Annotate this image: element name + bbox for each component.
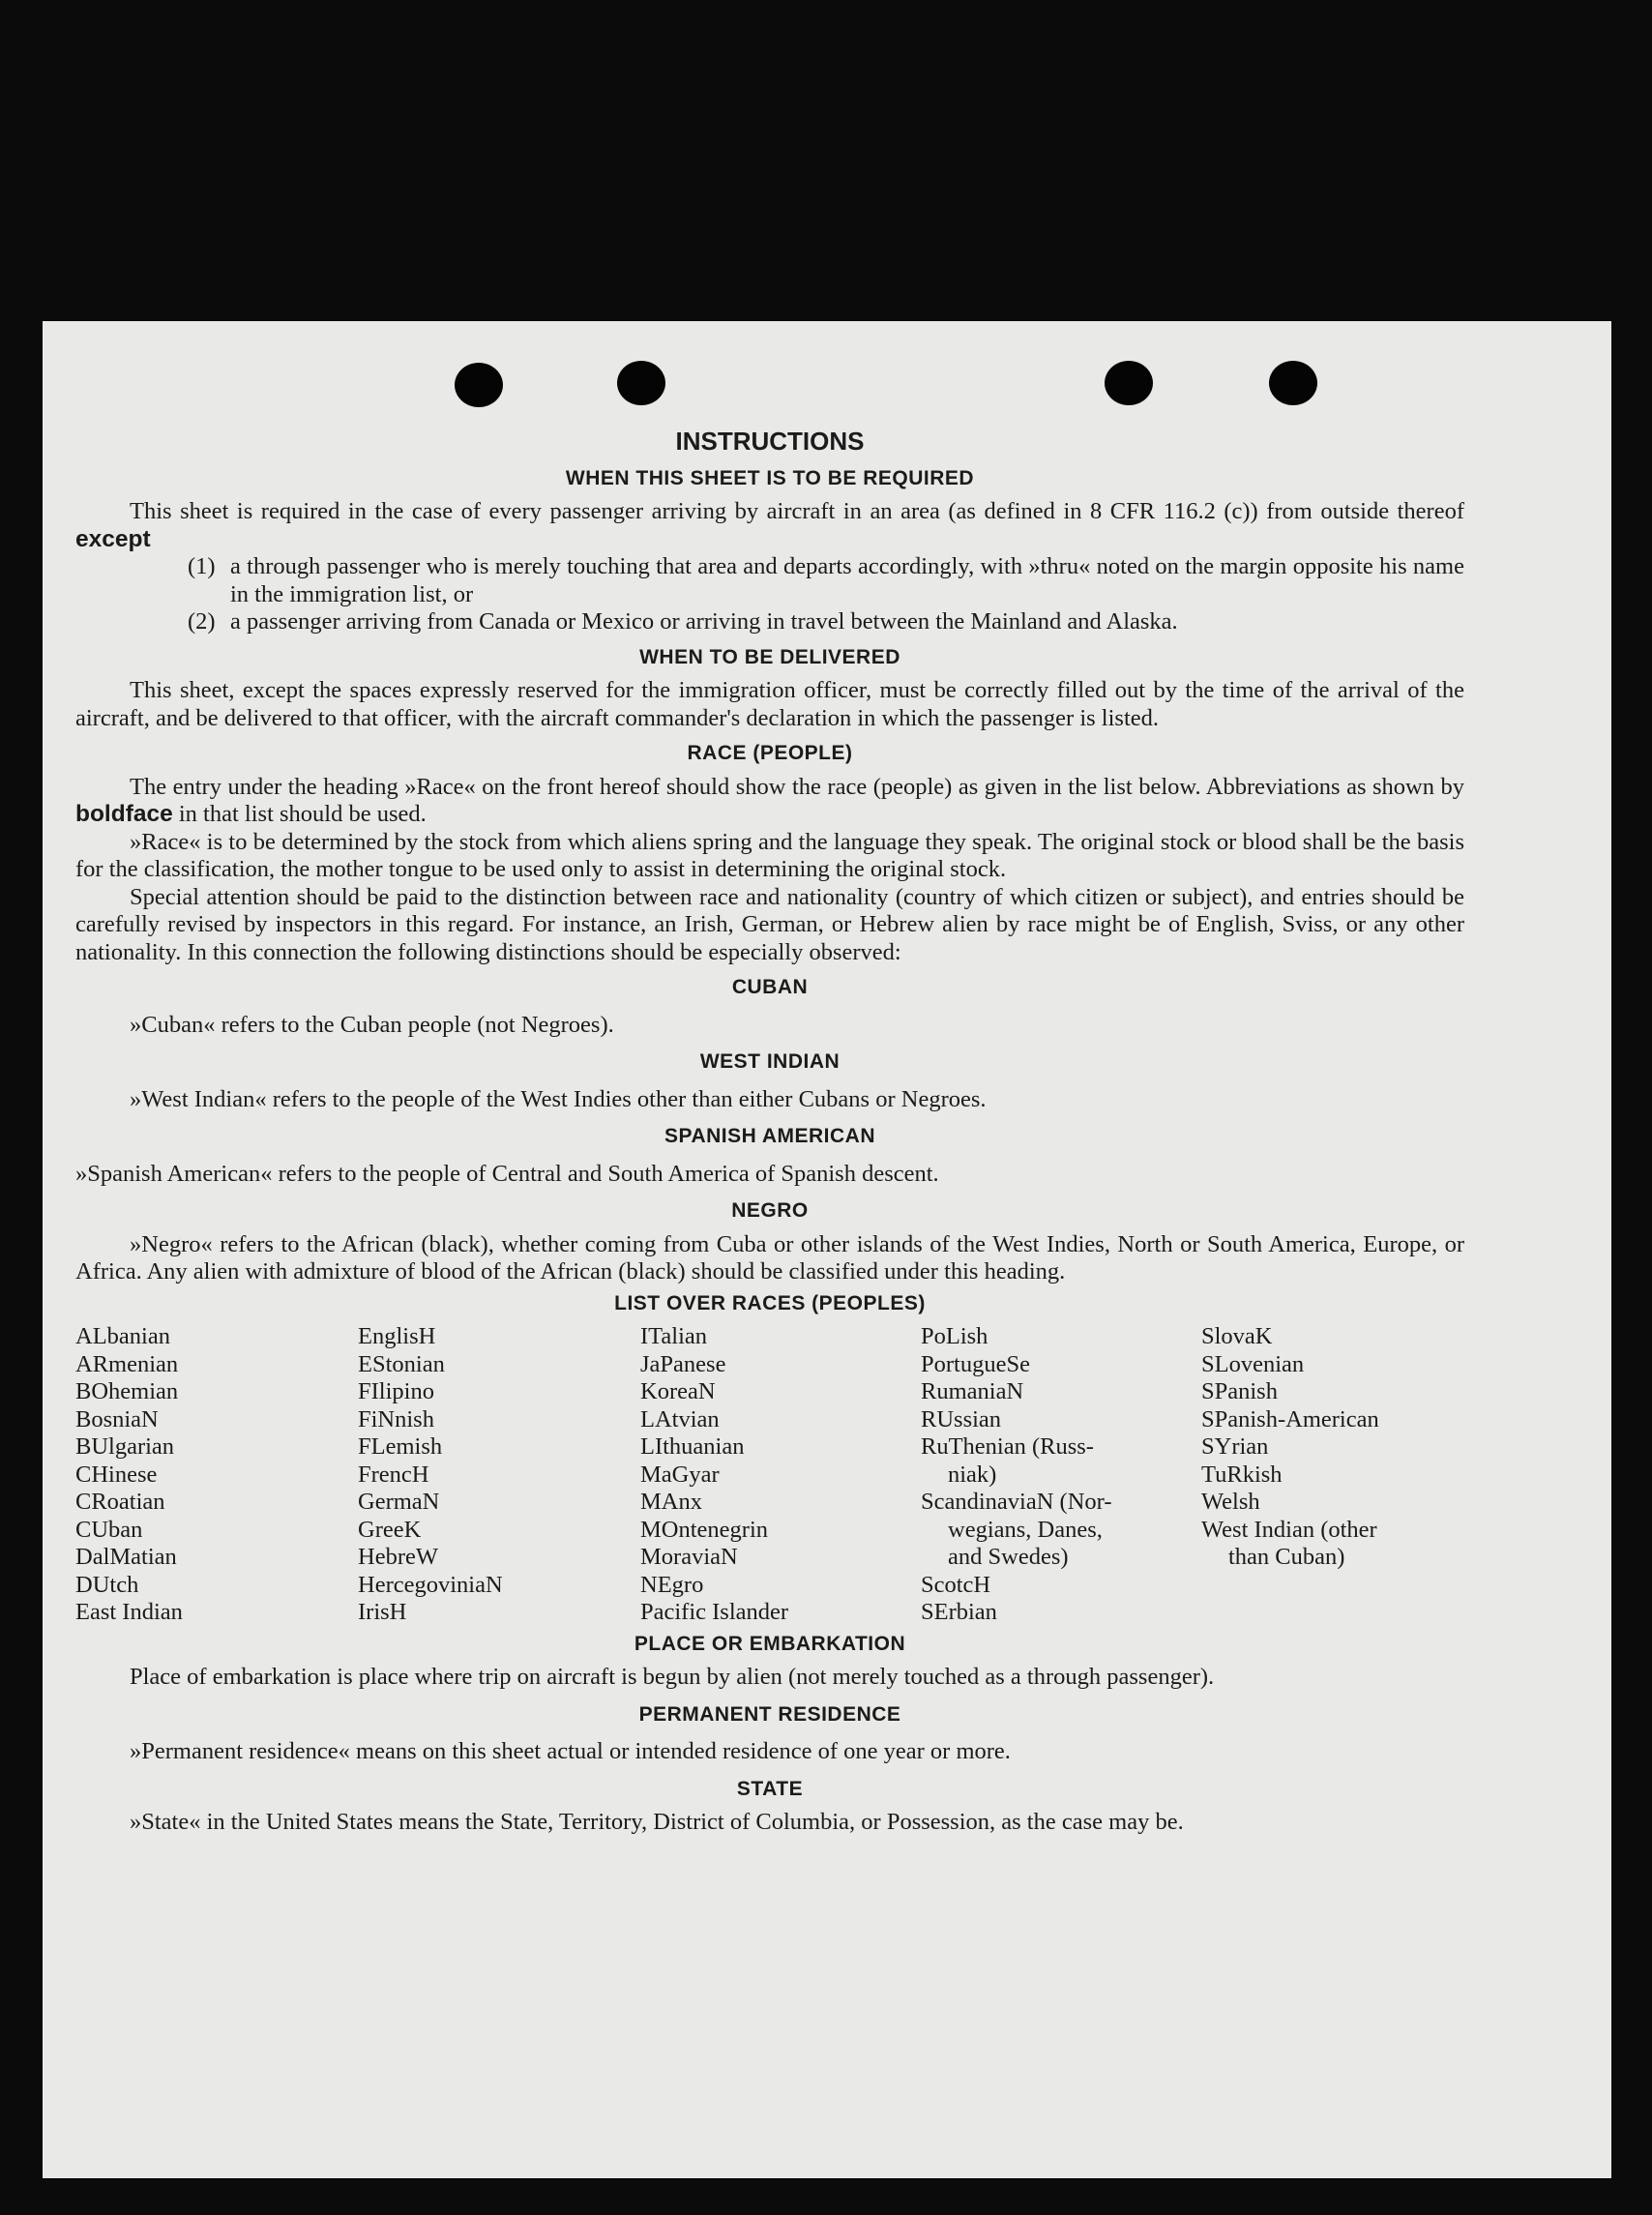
race-entry: GreeK [358,1516,422,1543]
section-heading-spanish-american: SPANISH AMERICAN [664,1125,875,1147]
delivered-text: This sheet, except the spaces expressly reserved for the immigration officer, must be correctly filled out by the time of the arrival of the aircraft, and be delivered to that officer, with the aircraft commander's declaration in which the passenger is listed. [75,677,1464,731]
race-entry: FrencH [358,1461,429,1488]
section-heading-race: RACE (PEOPLE) [687,742,853,764]
negro-text: »Negro« refers to the African (black), whether coming from Cuba or other islands of the West Indies, North or South America, Europe, or Africa. Any alien with admixture of blood of the African (black) should be classified under this heading. [75,1230,1464,1285]
spanish-american-text: »Spanish American« refers to the people of Central and South America of Spanish descent. [75,1160,939,1187]
embarkation-text: Place of embarkation is place where trip on aircraft is begun by alien (not merely touched as a through passenger). [130,1664,1215,1690]
race-entry: MaGyar [640,1461,720,1488]
race-entry: LAtvian [640,1405,720,1432]
race-entry: FiNnish [358,1405,434,1432]
page-title: INSTRUCTIONS [675,427,865,456]
race-entry: EStonian [358,1350,445,1377]
residence-text: »Permanent residence« means on this sheet actual or intended residence of one year or more. [130,1738,1011,1764]
section-heading-required: WHEN THIS SHEET IS TO BE REQUIRED [565,466,975,489]
race-paragraph-2: »Race« is to be determined by the stock from which aliens spring and the language they speak. The original stock or blood shall be the basis for the classification, the mother tongue to be used only to assist in determining the original stock. [75,828,1464,882]
race-entry: SPanish-American [1201,1405,1379,1432]
required-item-1 [188,553,1464,608]
punch-hole [455,363,503,407]
section-heading-races-list: LIST OVER RACES (PEOPLES) [614,1291,926,1314]
race-entry: ITalian [640,1323,708,1349]
required-text: This sheet is required in the case of every passenger arriving by aircraft in an area (as defined in 8 CFR 116.2 (c)) from outside thereof except [75,498,1464,552]
races-column-5 [1201,1323,1464,1627]
race-entry: CHinese [75,1461,158,1488]
required-item-2 [188,608,1464,636]
race-entry: KoreaN [640,1378,716,1404]
cuban-text: »Cuban« refers to the Cuban people (not Negroes). [130,1011,614,1038]
race-entry: SYrian [1201,1433,1269,1460]
race-entry: DUtch [75,1571,139,1598]
race-entry: SlovaK [1201,1323,1273,1349]
race-entry: BUlgarian [75,1433,175,1460]
instructions-content [75,428,1464,1837]
race-entry: HercegoviniaN [358,1571,503,1598]
race-entry: and Swedes) [948,1544,1069,1570]
punch-hole [1105,361,1153,405]
race-entry: Welsh [1201,1489,1260,1515]
race-entry: Pacific Islander [640,1599,789,1625]
races-column-2 [358,1323,640,1627]
race-entry: SErbian [921,1599,997,1625]
race-entry: MAnx [640,1489,702,1515]
race-entry: TuRkish [1201,1461,1283,1488]
item-text: a passenger arriving from Canada or Mexico or arriving in travel between the Mainland and Alaska. [230,608,1178,635]
section-heading-negro: NEGRO [731,1199,809,1222]
race-entry: LIthuanian [640,1433,745,1460]
race-entry: EnglisH [358,1323,436,1349]
races-column-1 [75,1323,358,1627]
item-number: (2) [188,608,216,635]
race-entry: ScotcH [921,1571,991,1598]
race-entry: wegians, Danes, [948,1516,1103,1543]
races-column-4 [921,1323,1201,1627]
race-entry: NEgro [640,1571,704,1598]
race-entry: GermaN [358,1489,440,1515]
race-entry: FIlipino [358,1378,434,1404]
item-text: a through passenger who is merely touching that area and departs accordingly, with »thru« noted on the margin opposite his name in the immigration list, or [230,553,1464,607]
boldface-word: boldface [75,801,173,827]
race-entry: niak) [948,1461,997,1488]
race-entry: JaPanese [640,1350,726,1377]
race-entry: MOntenegrin [640,1516,768,1543]
race-entry: BOhemian [75,1378,179,1404]
race-entry: RuThenian (Russ- [921,1433,1094,1460]
punch-hole [617,361,665,405]
race-paragraph-3: Special attention should be paid to the distinction between race and nationality (country of which citizen or subject), and entries should be carefully revised by inspectors in this regard. For instance, an Irish, German, or Hebrew alien by race might be of English, Sviss, or any other nationality. In this connection the following distinctions should be especially observed: [75,883,1464,965]
item-number: (1) [188,553,216,579]
race-entry: DalMatian [75,1544,177,1570]
race-entry: BosniaN [75,1405,159,1432]
race-entry: East Indian [75,1599,183,1625]
race-entry: PoLish [921,1323,988,1349]
section-heading-residence: PERMANENT RESIDENCE [638,1702,901,1726]
punch-hole [1269,361,1317,405]
race-entry: FLemish [358,1433,443,1460]
race-entry: than Cuban) [1228,1544,1345,1570]
race-entry: ARmenian [75,1350,179,1377]
west-indian-text: »West Indian« refers to the people of the West Indies other than either Cubans or Negroes. [130,1085,987,1112]
race-paragraph-1: The entry under the heading »Race« on the front hereof should show the race (people) as given in the list below. Abbreviations as shown by boldface in that list should be used. [75,773,1464,827]
race-entry: SPanish [1201,1378,1278,1404]
race-entry: HebreW [358,1544,438,1570]
section-heading-state: STATE [736,1777,804,1800]
race-entry: RumaniaN [921,1378,1024,1404]
race-entry: CUban [75,1516,143,1543]
race-entry: West Indian (other [1201,1516,1377,1543]
race-entry: IrisH [358,1599,407,1625]
document-sheet [43,321,1611,2178]
race-entry: MoraviaN [640,1544,738,1570]
section-heading-west-indian: WEST INDIAN [699,1050,841,1073]
state-text: »State« in the United States means the State, Territory, District of Columbia, or Possession, as the case may be. [130,1809,1184,1835]
section-heading-embarkation: PLACE OR EMBARKATION [634,1632,906,1655]
race-entry: ScandinaviaN (Nor- [921,1489,1112,1515]
except-bold: except [75,525,151,552]
race-entry: RUssian [921,1405,1002,1432]
section-heading-delivered: WHEN TO BE DELIVERED [639,645,900,668]
section-heading-cuban: CUBAN [731,976,809,998]
races-list [75,1323,1464,1627]
races-column-3 [640,1323,921,1627]
race-entry: ALbanian [75,1323,170,1349]
race-entry: PortugueSe [921,1350,1030,1377]
race-entry: SLovenian [1201,1350,1305,1377]
race-entry: CRoatian [75,1489,165,1515]
